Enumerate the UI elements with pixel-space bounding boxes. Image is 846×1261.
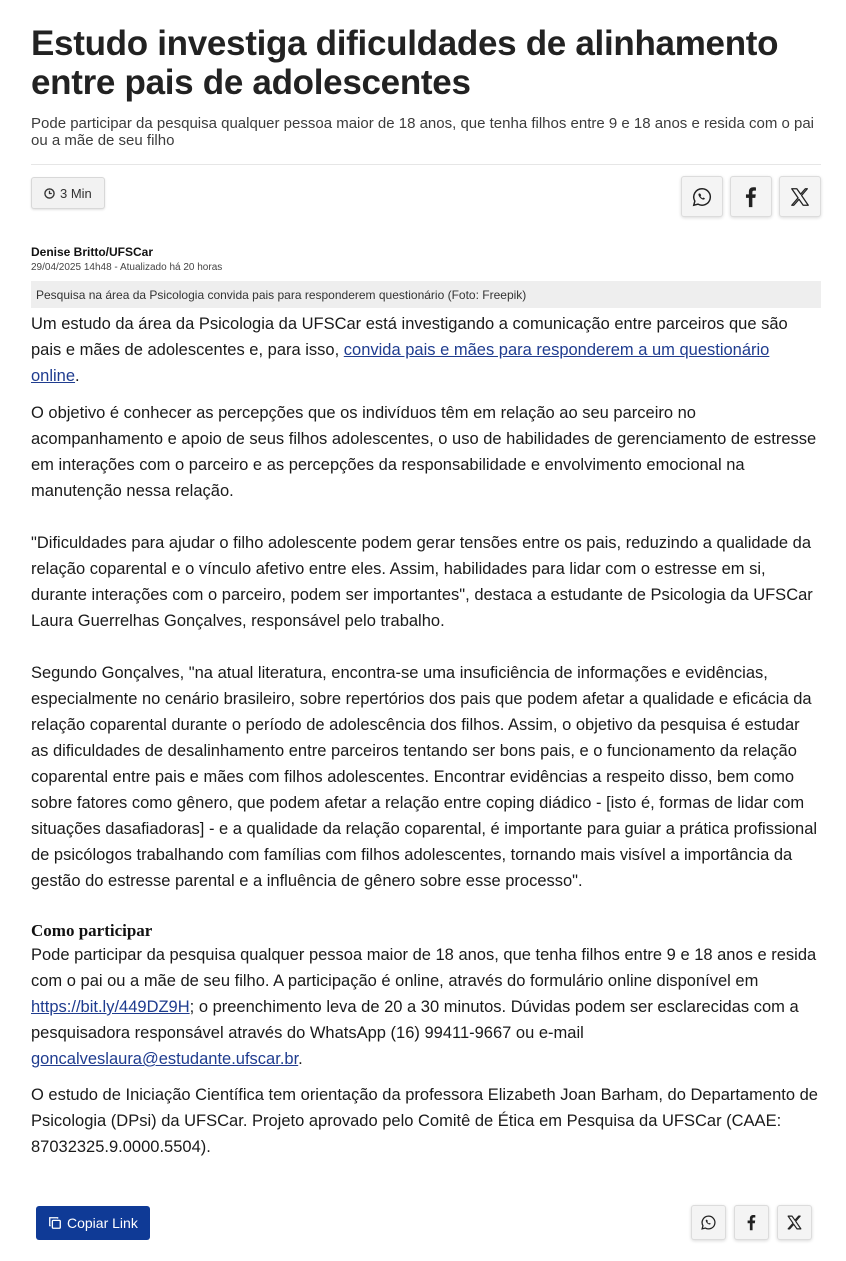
questionnaire-link[interactable]: convida pais e mães para responderem a um questionário online [31, 341, 770, 385]
share-buttons-bottom [691, 1205, 812, 1240]
article-toolbar [31, 165, 821, 231]
copy-link-button[interactable] [36, 1206, 150, 1240]
facebook-icon [741, 186, 761, 208]
paragraph-1: Um estudo da área da Psicologia da UFSCar está investigando a comunicação entre parceiros que são pais e mães de adolescentes e, para isso, convida pais e mães para responderem a um questionário online. [31, 315, 788, 385]
read-time-label: 3 Min [60, 185, 92, 201]
author-name: Denise Britto/UFSCar [31, 245, 154, 259]
copy-icon [48, 1216, 62, 1230]
facebook-icon [744, 1214, 759, 1231]
share-whatsapp-button-bottom[interactable] [691, 1205, 726, 1240]
paragraph-2: O objetivo é conhecer as percepções que os indivíduos têm em relação ao seu parceiro no acompanhamento e apoio de seus filhos adolescentes, o uso de habilidades de gerenciamento de estresse em interações com o parceiro e as percepções da responsabilidade e envolvimento emocional na manutenção nessa relação. [31, 404, 817, 500]
article-title: Estudo investiga dificuldades de alinhamento entre pais de adolescentes [31, 24, 779, 102]
share-x-button[interactable] [779, 176, 821, 217]
share-facebook-button-bottom[interactable] [734, 1205, 769, 1240]
article-footer [36, 1205, 812, 1241]
paragraph-6: O estudo de Iniciação Científica tem orientação da professora Elizabeth Joan Barham, do Departamento de Psicologia (DPsi) da UFSCar. Projeto aprovado pelo Comitê de Ética em Pesquisa da UFSCar (CAAE: 87032325.9.0000.5504). [31, 1086, 818, 1156]
read-time-badge [31, 177, 105, 209]
whatsapp-icon [700, 1214, 717, 1231]
paragraph-5: Pode participar da pesquisa qualquer pessoa maior de 18 anos, que tenha filhos entre 9 e 18 anos e resida com o pai ou a mãe de seu filho. A participação é online, através do formulário online disponível em https://bit.ly/449DZ9H; o preenchimento leva de 20 a 30 minutos. Dúvidas podem ser esclarecidas com a pesquisadora responsável através do WhatsApp (16) 99411-9667 ou e-mail goncalveslaura@estudante.ufscar.br. [31, 946, 817, 1068]
email-link[interactable]: goncalveslaura@estudante.ufscar.br [31, 1050, 299, 1068]
copy-link-label: Copiar Link [67, 1215, 138, 1231]
share-x-button-bottom[interactable] [777, 1205, 812, 1240]
section-heading: Como participar [31, 921, 153, 940]
publish-date: 29/04/2025 14h48 - Atualizado há 20 horas [31, 262, 223, 273]
share-whatsapp-button[interactable] [681, 176, 723, 217]
article [31, 24, 821, 1160]
share-facebook-button[interactable] [730, 176, 772, 217]
paragraph-4: Segundo Gonçalves, "na atual literatura, encontra-se uma insuficiência de informações e evidências, especialmente no cenário brasileiro, sobre repertórios dos pais que podem afetar a qualidade e eficácia da relação coparental durante o período de adolescência dos filhos. Assim, o objetivo da pesquisa é estudar as dificuldades de desalinhamento entre parceiros tentando ser bons pais, e o funcionamento da relação coparental entre pais e mães com filhos adolescentes. Encontrar evidências a respeito disso, bem como sobre fatores como gênero, que podem afetar a relação entre coping diádico - [isto é, formas de lidar com situações dasafiadoras] - e a qualidade da relação coparental, é importante para guiar a prática profissional de psicólogos trabalhando com famílias com filhos adolescentes, tornando mais visível a importância da gestão do estresse parental e a influência de gênero sobre esse processo". [31, 664, 818, 890]
clock-icon [44, 188, 55, 199]
x-icon [786, 1214, 803, 1231]
image-caption: Pesquisa na área da Psicologia convida pais para responderem questionário (Foto: Freepik) [31, 281, 821, 308]
form-link[interactable]: https://bit.ly/449DZ9H [31, 998, 190, 1016]
share-buttons-top [681, 176, 821, 217]
paragraph-3: "Dificuldades para ajudar o filho adolescente podem gerar tensões entre os pais, reduzindo a qualidade da relação coparental e o vínculo afetivo entre eles. Assim, habilidades para lidar com o estresse em si, durante interações com o parceiro, podem ser importantes", destaca a estudante de Psicologia da UFSCar Laura Guerrelhas Gonçalves, responsável pelo trabalho. [31, 534, 813, 630]
article-subtitle: Pode participar da pesquisa qualquer pessoa maior de 18 anos, que tenha filhos entre 9 e 18 anos e resida com o pai ou a mãe de seu filho [31, 115, 815, 149]
x-icon [789, 186, 811, 208]
whatsapp-icon [691, 186, 713, 208]
